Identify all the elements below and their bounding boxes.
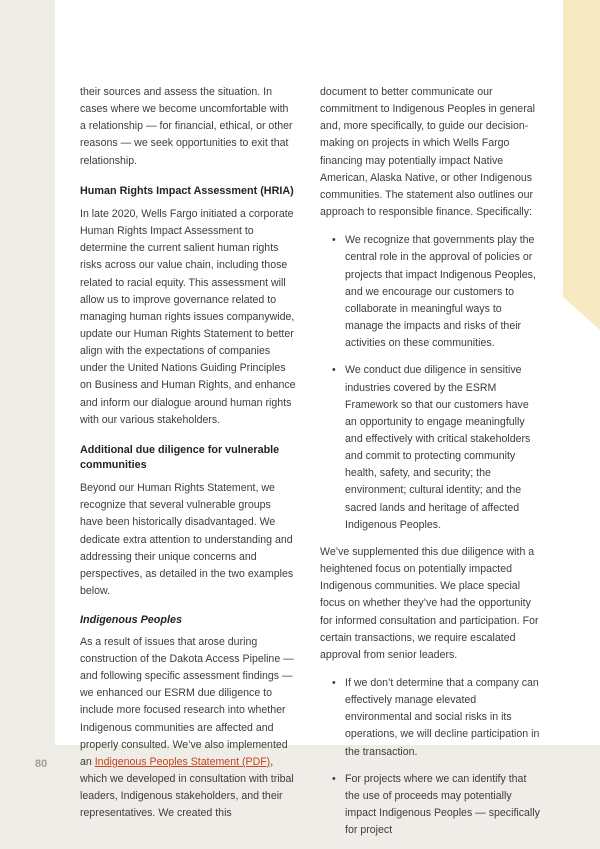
section-heading-hria: Human Rights Impact Assessment (HRIA) [80, 184, 294, 197]
paragraph: We’ve supplemented this due diligence with a heightened focus on potentially impacted Indigenous communities. We place special focus on whether they’ve had the opportunity for informed consultation and participation. For certain transactions, we require escalated approval from senior leaders. [320, 545, 539, 661]
bullet-item: • For projects where we can identify that the use of proceeds may potentially impact Indigenous Peoples — specifically for project [332, 771, 542, 840]
right-column [320, 84, 542, 849]
paragraph: their sources and assess the situation. In cases where we become uncomfortable with a relationship — for financial, ethical, or other reasons — we seek opportunities to exit that relationship. [80, 86, 293, 167]
paragraph: document to better communicate our commitment to Indigenous Peoples in general and, more specifically, to guide our decision-making on projects in which Wells Fargo financing may potentially impact Native American, Alaska Native, or other Indigenous communities. The statement also outlines our approach to responsible finance. Specifically: [320, 86, 535, 219]
paragraph-text: , which we developed in consultation with tribal leaders, Indigenous stakeholders, and their representatives. We created this [80, 755, 294, 820]
left-column [80, 84, 296, 849]
page-content [80, 84, 542, 849]
paragraph: In late 2020, Wells Fargo initiated a corporate Human Rights Impact Assessment to determine the current salient human rights risks across our value chain, including those related to racial equity. This assessment will allow us to improve governance related to managing human rights issues companywide, update our Human Rights Statement to better align with the expectations of companies under the United Nations Guiding Principles on Business and Human Rights, and enhance and inform our dialogue around human rights with our various stakeholders. [80, 207, 296, 426]
section-heading-due-diligence: Additional due diligence for vulnerable communities [80, 443, 280, 472]
paragraph-with-link [80, 634, 296, 823]
paragraph-text: As a result of issues that arose during construction of the Dakota Access Pipeline — and following specific assessment findings — we enhanced our ESRM due diligence to include more focused research into whether Indigenous communities are affected and properly consulted. We’ve also implemented an [80, 635, 294, 768]
bullet-item: • We recognize that governments play the central role in the approval of policies or projects that impact Indigenous Peoples, and we encourage our customers to collaborate in meaningful ways to manage the impacts and risks of their activities on these communities. [332, 232, 542, 352]
bullet-list-responsible-finance [332, 232, 542, 534]
indigenous-peoples-statement-link[interactable]: Indigenous Peoples Statement (PDF) [94, 755, 271, 768]
paragraph: Beyond our Human Rights Statement, we recognize that several vulnerable groups have been historically disadvantaged. We dedicate extra attention to understanding and addressing their unique concerns and perspectives, as detailed in the two examples below. [80, 482, 294, 598]
bullet-list-transaction-criteria [332, 675, 542, 839]
subsection-heading-indigenous-peoples: Indigenous Peoples [80, 614, 182, 627]
bullet-item: • If we don’t determine that a company can effectively manage elevated environmental and social risks in its operations, we will decline participation in the transaction. [332, 675, 542, 761]
page-number: 80 [35, 758, 48, 770]
bullet-item: • We conduct due diligence in sensitive industries covered by the ESRM Framework so that our customers have an opportunity to engage meaningfully and effectively with critical stakeholders and commit to protecting community health, safety, and security; the environment; cultural identity; and the sacred lands and heritage of affected Indigenous Peoples. [332, 362, 542, 534]
decorative-accent-band [563, 0, 600, 330]
